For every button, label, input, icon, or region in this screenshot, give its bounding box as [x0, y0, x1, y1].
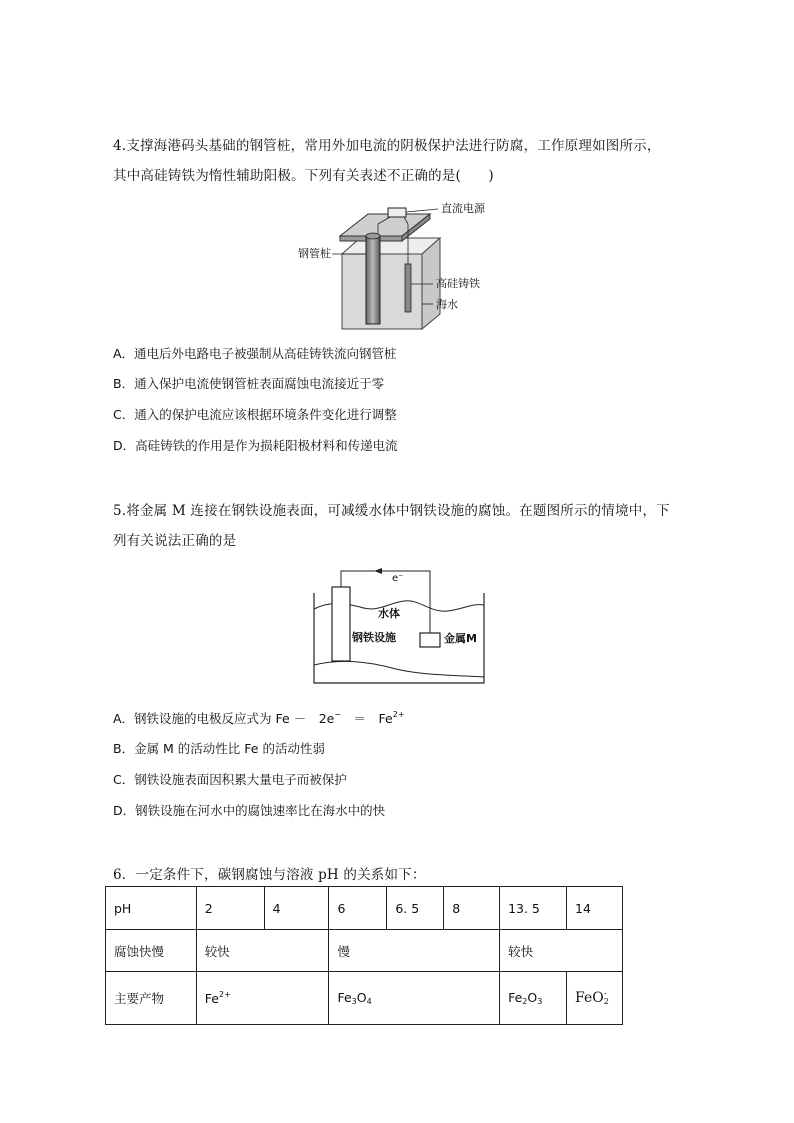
label-seawater: 海水 [436, 298, 458, 311]
q5-line1: 5.将金属 M 连接在钢铁设施表面，可减缓水体中钢铁设施的腐蚀。在题图所示的情境中，下 [113, 503, 670, 519]
cell-ph-8: 8 [444, 887, 500, 930]
cell-product-1: $Fe^{2+}$ [196, 972, 329, 1025]
label-dc-power: 直流电源 [441, 202, 485, 215]
cell-rate-1: 较快 [196, 930, 329, 972]
q4-figure [290, 194, 510, 336]
q4-option-a: A．通电后外电路电子被强制从高硅铸铁流向钢管桩 [113, 346, 397, 361]
q5-option-c: C．钢铁设施表面因积累大量电子而被保护 [113, 772, 347, 787]
label-steel-facility: 钢铁设施 [352, 631, 396, 644]
cell-ph-2: 2 [196, 887, 264, 930]
table-row-rate [106, 930, 623, 972]
label-steel-pile: 钢管桩 [298, 247, 331, 260]
q5-line2: 列有关说法正确的是 [113, 533, 237, 549]
cell-ph-label: pH [106, 887, 197, 930]
metal-m [420, 633, 440, 647]
label-water-body: 水体 [378, 607, 400, 620]
dc-power-box [388, 208, 406, 217]
q4-line2: 其中高硅铸铁为惰性辅助阳极。下列有关表述不正确的是( ) [113, 168, 494, 184]
high-silicon-iron [405, 264, 411, 312]
ph-corrosion-table [105, 886, 623, 1025]
label-electron: e⁻ [392, 573, 404, 584]
q5-option-a: A．钢铁设施的电极反应式为 Fe － 2e− ＝ $Fe^{2+}$ [113, 710, 405, 726]
table-row-product [106, 972, 623, 1025]
electron-arrow [374, 568, 382, 574]
q4-line1: 4.支撑海港码头基础的钢管桩，常用外加电流的阴极保护法进行防腐，工作原理如图所示， [113, 138, 661, 154]
cell-ph-6: 6 [329, 887, 387, 930]
cell-rate-label: 腐蚀快慢 [106, 930, 197, 972]
steel-facility [332, 587, 350, 661]
cell-ph-4: 4 [264, 887, 329, 930]
q5-option-b: B．金属 M 的活动性比 Fe 的活动性弱 [113, 741, 325, 756]
q4-option-c: C．通入的保护电流应该根据环境条件变化进行调整 [113, 407, 397, 422]
table-row-ph [106, 887, 623, 930]
cell-product-label: 主要产物 [106, 972, 197, 1025]
q5-figure [308, 565, 488, 689]
cell-ph-13-5: 13. 5 [500, 887, 567, 930]
cell-product-3: $Fe_2O_3$ [500, 972, 567, 1025]
cell-rate-2: 慢 [329, 930, 500, 972]
cell-product-2: $Fe_3O_4$ [329, 972, 500, 1025]
cell-product-4: FeO - 2 [567, 972, 623, 1025]
steel-pile [366, 236, 380, 324]
cell-ph-14: 14 [567, 887, 623, 930]
q4-option-d: D．高硅铸铁的作用是作为损耗阳极材料和传递电流 [113, 438, 398, 453]
label-high-silicon-iron: 高硅铸铁 [436, 277, 480, 290]
label-metal-m: 金属M [444, 632, 477, 645]
cell-ph-6-5: 6. 5 [387, 887, 444, 930]
q4-option-b: B．通入保护电流使钢管桩表面腐蚀电流接近于零 [113, 376, 385, 391]
q5-option-d: D．钢铁设施在河水中的腐蚀速率比在海水中的快 [113, 803, 386, 818]
cell-rate-3: 较快 [500, 930, 623, 972]
q6-title: 6．一定条件下，碳钢腐蚀与溶液 pH 的关系如下： [113, 867, 426, 883]
